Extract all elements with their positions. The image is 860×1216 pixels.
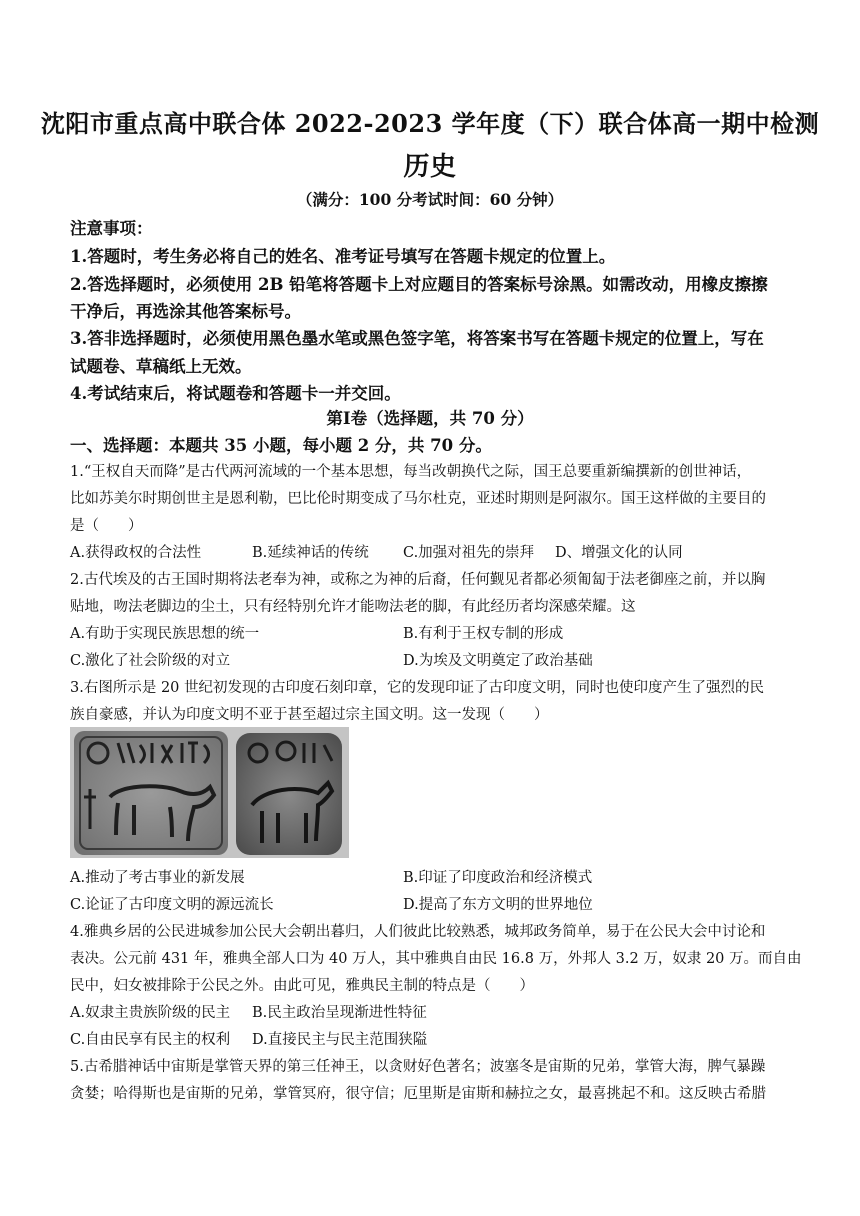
- question-4-text: 民中，妇女被排除于公民之外。由此可见，雅典民主制的特点是（ ）: [70, 978, 534, 994]
- question-4-text: 表决。公元前 431 年，雅典全部人口为 40 万人，其中雅典自由民 16.8 万，外邦人 3.2 万，奴隶 20 万。而自由: [70, 951, 802, 967]
- question-4-option-c: C.自由民享有民主的权利: [70, 1032, 231, 1048]
- notice-item: 1.答题时，考生务必将自己的姓名、准考证号填写在答题卡规定的位置上。: [70, 247, 616, 266]
- score-time: （满分：100 分考试时间：60 分钟）: [296, 190, 564, 209]
- notice-item: 试题卷、草稿纸上无效。: [70, 357, 252, 376]
- question-3-option-c: C.论证了古印度文明的源远流长: [70, 897, 274, 913]
- question-1-option-b: B.延续神话的传统: [252, 545, 369, 561]
- indus-seal-image-icon: [70, 727, 349, 858]
- question-3-text: 3.右图所示是 20 世纪初发现的古印度石刻印章，它的发现印证了古印度文明，同时也使印度产生了强烈的民: [70, 680, 764, 696]
- question-1-option-d: D、增强文化的认同: [555, 545, 683, 561]
- question-2-text: 贴地，吻法老脚边的尘土，只有经特别允许才能吻法老的脚，有此经历者均深感荣耀。这: [70, 599, 636, 615]
- question-2-option-d: D.为埃及文明奠定了政治基础: [403, 653, 593, 669]
- question-5-text: 贪婪；哈得斯也是宙斯的兄弟，掌管冥府，很守信；厄里斯是宙斯和赫拉之女，最喜挑起不和。这反映古希腊: [70, 1086, 766, 1102]
- question-4-option-b: B.民主政治呈现渐进性特征: [252, 1005, 427, 1021]
- question-2-option-b: B.有利于王权专制的形成: [403, 626, 564, 642]
- question-1-text: 是（ ）: [70, 518, 143, 534]
- notice-item: 4.考试结束后，将试题卷和答题卡一并交回。: [70, 384, 401, 403]
- question-1-text: 1.“王权自天而降”是古代两河流域的一个基本思想，每当改朝换代之际，国王总要重新编撰新的创世神话，: [70, 464, 752, 480]
- question-3-option-d: D.提高了东方文明的世界地位: [403, 897, 593, 913]
- question-4-option-a: A.奴隶主贵族阶级的民主: [70, 1005, 231, 1021]
- question-1-text: 比如苏美尔时期创世主是恩利勒，巴比伦时期变成了马尔杜克，亚述时期则是阿淑尔。国王这样做的主要目的: [70, 491, 766, 507]
- question-2-text: 2.古代埃及的古王国时期将法老奉为神，或称之为神的后裔，任何觐见者都必须匍匐于法老御座之前，并以胸: [70, 572, 766, 588]
- question-4-option-d: D.直接民主与民主范围狭隘: [252, 1032, 428, 1048]
- question-2-option-a: A.有助于实现民族思想的统一: [70, 626, 260, 642]
- part-title: 一、选择题：本题共 35 小题，每小题 2 分，共 70 分。: [70, 436, 492, 455]
- seal-photo: [70, 727, 349, 858]
- exam-title: 沈阳市重点高中联合体 2022-2023 学年度（下）联合体高一期中检测: [40, 109, 820, 138]
- notice-item: 干净后，再选涂其他答案标号。: [70, 302, 301, 321]
- notice-item: 2.答选择题时，必须使用 2B 铅笔将答题卡上对应题目的答案标号涂黑。如需改动，用橡皮擦擦: [70, 275, 768, 294]
- question-5-text: 5.古希腊神话中宙斯是掌管天界的第三任神王，以贪财好色著名；波塞冬是宙斯的兄弟，掌管大海，脾气暴躁: [70, 1059, 766, 1075]
- question-4-text: 4.雅典乡居的公民进城参加公民大会朝出暮归，人们彼此比较熟悉，城邦政务简单，易于在公民大会中讨论和: [70, 924, 766, 940]
- volume-title: 第Ⅰ卷（选择题，共 70 分）: [326, 409, 534, 428]
- subject-title: 历史: [403, 152, 457, 182]
- question-3-option-b: B.印证了印度政治和经济模式: [403, 870, 593, 886]
- question-2-option-c: C.激化了社会阶级的对立: [70, 653, 231, 669]
- question-1-option-c: C.加强对祖先的崇拜: [403, 545, 535, 561]
- question-1-option-a: A.获得政权的合法性: [70, 545, 202, 561]
- notice-heading: 注意事项：: [70, 219, 153, 238]
- question-3-option-a: A.推动了考古事业的新发展: [70, 870, 245, 886]
- notice-item: 3.答非选择题时，必须使用黑色墨水笔或黑色签字笔，将答案书写在答题卡规定的位置上，写在: [70, 329, 764, 348]
- question-3-text: 族自豪感，并认为印度文明不亚于甚至超过宗主国文明。这一发现（ ）: [70, 707, 549, 723]
